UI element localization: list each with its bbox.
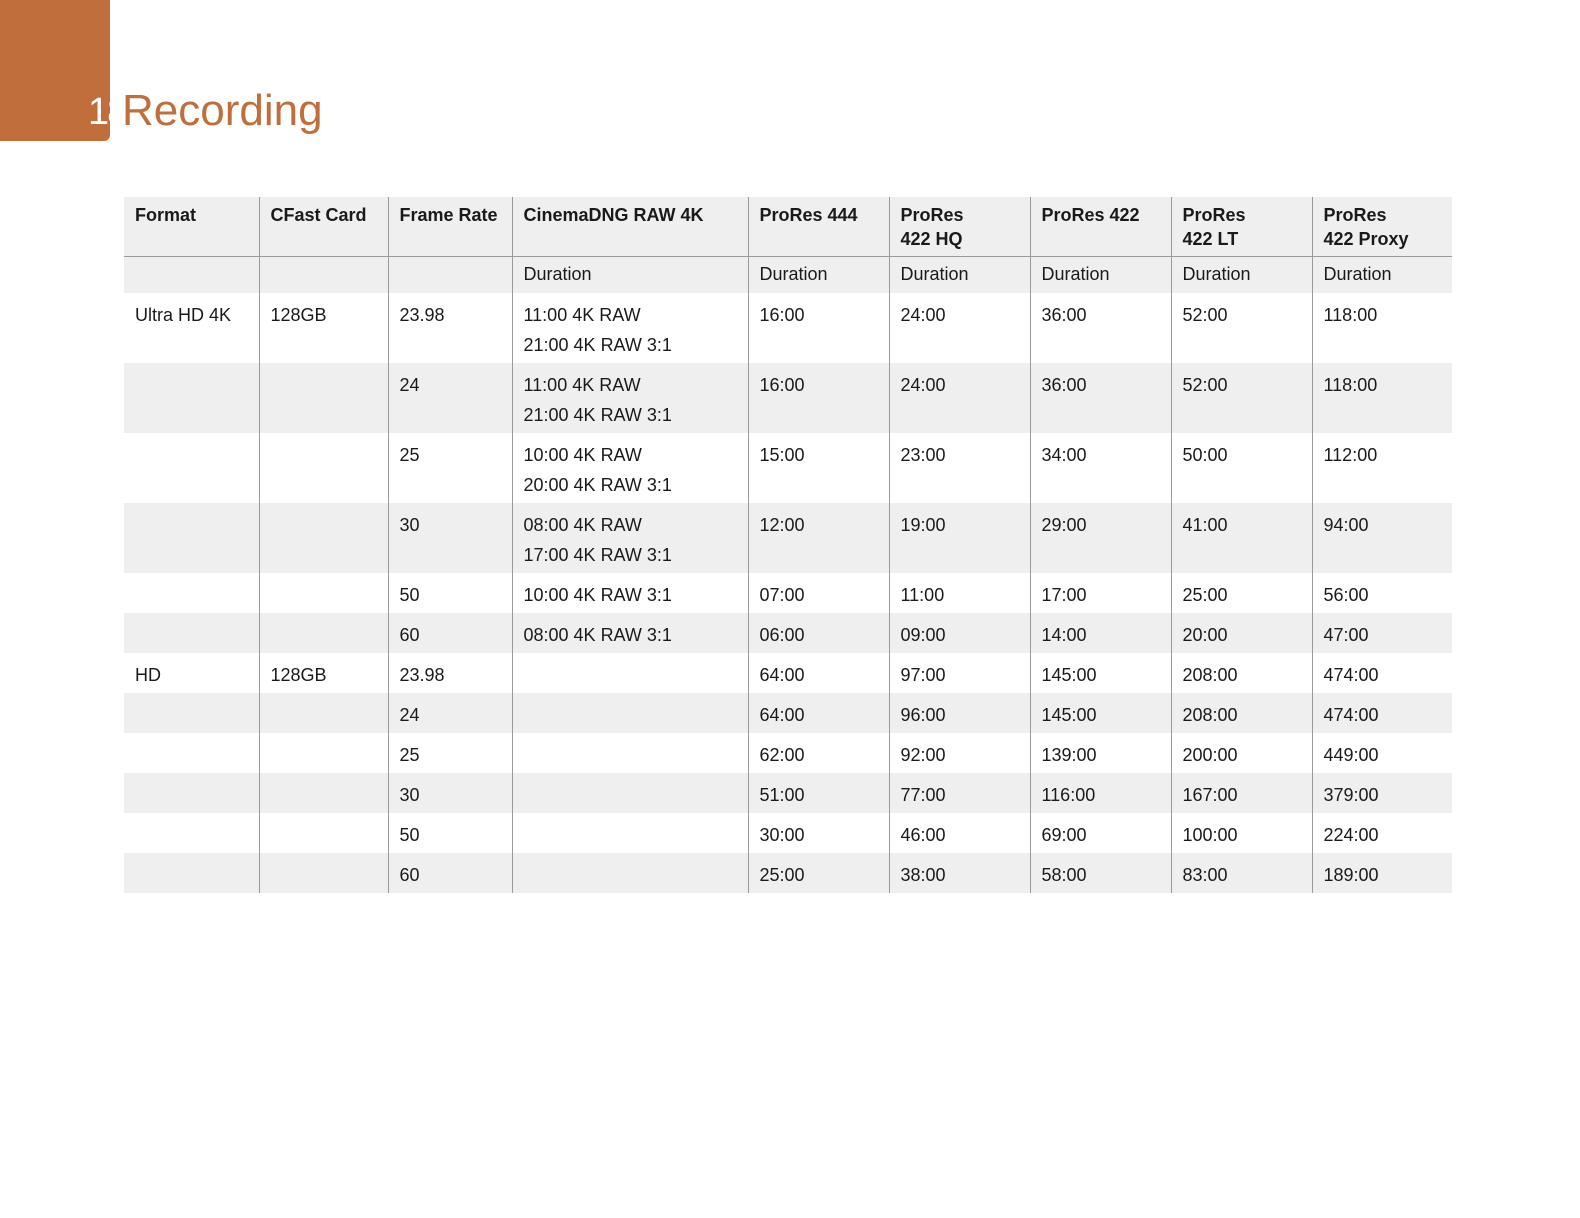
- prores-422proxy-cell: 94:00: [1312, 503, 1452, 573]
- cinemadng-raw-cell: [512, 573, 748, 613]
- prores-422proxy-cell: 118:00: [1312, 293, 1452, 363]
- frame-rate-cell: 23.98: [388, 653, 512, 693]
- table-row: [124, 693, 1452, 733]
- table-row: [124, 813, 1452, 853]
- subheader-cell: Duration: [1030, 257, 1171, 294]
- prores-444-cell: 25:00: [748, 853, 889, 893]
- table-row: [124, 653, 1452, 693]
- frame-rate-cell: 24: [388, 363, 512, 433]
- table-row: [124, 503, 1452, 573]
- column-header: [124, 197, 259, 257]
- prores-422hq-cell: 24:00: [889, 363, 1030, 433]
- column-header: [1171, 197, 1312, 257]
- cinemadng-raw-line: 20:00 4K RAW 3:1: [523, 475, 672, 495]
- frame-rate-cell: 25: [388, 733, 512, 773]
- prores-422proxy-cell: 118:00: [1312, 363, 1452, 433]
- prores-422lt-cell: 25:00: [1171, 573, 1312, 613]
- prores-444-cell: 16:00: [748, 363, 889, 433]
- column-header-label: 422 LT: [1182, 229, 1239, 249]
- prores-422proxy-cell: 189:00: [1312, 853, 1452, 893]
- cfast-card-cell: [259, 573, 388, 613]
- cinemadng-raw-line: 11:00 4K RAW: [523, 305, 641, 325]
- cinemadng-raw-cell: [512, 773, 748, 813]
- prores-444-cell: 16:00: [748, 293, 889, 363]
- format-cell: Ultra HD 4K: [135, 305, 232, 325]
- subheader-cell: Duration: [1312, 257, 1452, 294]
- cfast-card-cell: [259, 773, 388, 813]
- format-cell: [124, 503, 259, 573]
- frame-rate-cell: 30: [388, 503, 512, 573]
- prores-422lt-cell: 41:00: [1171, 503, 1312, 573]
- cinemadng-raw-line: 21:00 4K RAW 3:1: [523, 405, 672, 425]
- cfast-card-cell: [259, 433, 388, 503]
- prores-422-cell: 36:00: [1030, 363, 1171, 433]
- column-header-label: ProRes 444: [759, 205, 858, 225]
- frame-rate-cell: 23.98: [388, 293, 512, 363]
- prores-422hq-cell: 92:00: [889, 733, 1030, 773]
- cinemadng-raw-cell: [512, 503, 748, 573]
- cinemadng-raw-cell: [512, 363, 748, 433]
- cinemadng-raw-cell: [512, 293, 748, 363]
- column-header: [388, 197, 512, 257]
- prores-422lt-cell: 52:00: [1171, 363, 1312, 433]
- prores-422lt-cell: 83:00: [1171, 853, 1312, 893]
- subheader-cell: [124, 257, 259, 294]
- format-cell: [124, 733, 259, 773]
- subheader-cell: Duration: [889, 257, 1030, 294]
- prores-422hq-cell: 77:00: [889, 773, 1030, 813]
- prores-422lt-cell: 200:00: [1171, 733, 1312, 773]
- page-title: Recording: [122, 86, 323, 135]
- subheader-cell: Duration: [512, 257, 748, 294]
- prores-422lt-cell: 52:00: [1171, 293, 1312, 363]
- cinemadng-raw-line: 21:00 4K RAW 3:1: [523, 335, 672, 355]
- table-row: [124, 613, 1452, 653]
- prores-422hq-cell: 38:00: [889, 853, 1030, 893]
- prores-422hq-cell: 19:00: [889, 503, 1030, 573]
- prores-422hq-cell: 96:00: [889, 693, 1030, 733]
- recording-duration-table: [124, 197, 1452, 893]
- cinemadng-raw-cell: [512, 853, 748, 893]
- column-header: [512, 197, 748, 257]
- prores-422hq-cell: 24:00: [889, 293, 1030, 363]
- prores-422proxy-cell: 474:00: [1312, 693, 1452, 733]
- subheader-cell: [259, 257, 388, 294]
- column-header-label: CFast Card: [270, 205, 367, 225]
- cfast-card-cell: 128GB: [259, 293, 388, 363]
- table-row: [124, 293, 1452, 363]
- prores-422-cell: 58:00: [1030, 853, 1171, 893]
- prores-422-cell: 145:00: [1030, 693, 1171, 733]
- prores-422-cell: 14:00: [1030, 613, 1171, 653]
- table-row: [124, 853, 1452, 893]
- prores-422lt-cell: 167:00: [1171, 773, 1312, 813]
- prores-444-cell: 64:00: [748, 693, 889, 733]
- cinemadng-raw-cell: [512, 813, 748, 853]
- prores-422hq-cell: 46:00: [889, 813, 1030, 853]
- prores-444-cell: 64:00: [748, 653, 889, 693]
- table-subheader-row: [124, 257, 1452, 294]
- cinemadng-raw-cell: [512, 433, 748, 503]
- column-header-label: CinemaDNG RAW 4K: [523, 205, 704, 225]
- format-cell: [124, 573, 259, 613]
- cfast-card-cell: [259, 853, 388, 893]
- format-cell: [124, 363, 259, 433]
- cinemadng-raw-cell: [512, 693, 748, 733]
- column-header: [1030, 197, 1171, 257]
- table-row: [124, 773, 1452, 813]
- subheader-cell: Duration: [748, 257, 889, 294]
- frame-rate-cell: 24: [388, 693, 512, 733]
- column-header-label: ProRes 422: [1041, 205, 1140, 225]
- format-cell: [124, 813, 259, 853]
- prores-422hq-cell: 97:00: [889, 653, 1030, 693]
- cinemadng-raw-cell: [512, 653, 748, 693]
- prores-444-cell: 06:00: [748, 613, 889, 653]
- prores-422hq-cell: 09:00: [889, 613, 1030, 653]
- format-cell: [124, 693, 259, 733]
- subheader-cell: [388, 257, 512, 294]
- cinemadng-raw-line: 10:00 4K RAW: [523, 445, 642, 465]
- format-cell: [124, 613, 259, 653]
- prores-444-cell: 12:00: [748, 503, 889, 573]
- cinemadng-raw-cell: [512, 733, 748, 773]
- prores-422proxy-cell: 474:00: [1312, 653, 1452, 693]
- cfast-card-cell: [259, 813, 388, 853]
- frame-rate-cell: 25: [388, 433, 512, 503]
- column-header-label: 422 Proxy: [1323, 229, 1409, 249]
- prores-422lt-cell: 208:00: [1171, 653, 1312, 693]
- cinemadng-raw-line: 08:00 4K RAW: [523, 515, 642, 535]
- frame-rate-cell: 30: [388, 773, 512, 813]
- format-cell: [124, 773, 259, 813]
- cfast-card-cell: 128GB: [259, 653, 388, 693]
- table-body: [124, 293, 1452, 893]
- cinemadng-raw-cell: [512, 613, 748, 653]
- prores-422-cell: 116:00: [1030, 773, 1171, 813]
- prores-422lt-cell: 20:00: [1171, 613, 1312, 653]
- cfast-card-cell: [259, 733, 388, 773]
- cinemadng-raw-line: 10:00 4K RAW 3:1: [523, 585, 672, 605]
- column-header: [748, 197, 889, 257]
- prores-422-cell: 29:00: [1030, 503, 1171, 573]
- prores-444-cell: 07:00: [748, 573, 889, 613]
- prores-422lt-cell: 208:00: [1171, 693, 1312, 733]
- prores-422-cell: 17:00: [1030, 573, 1171, 613]
- prores-422-cell: 139:00: [1030, 733, 1171, 773]
- column-header: [259, 197, 388, 257]
- prores-444-cell: 30:00: [748, 813, 889, 853]
- table-row: [124, 363, 1452, 433]
- column-header-label: Frame Rate: [399, 205, 498, 225]
- column-header-label: Format: [135, 205, 197, 225]
- prores-444-cell: 51:00: [748, 773, 889, 813]
- prores-422proxy-cell: 224:00: [1312, 813, 1452, 853]
- cinemadng-raw-line: 08:00 4K RAW 3:1: [523, 625, 672, 645]
- prores-422lt-cell: 100:00: [1171, 813, 1312, 853]
- format-cell: HD: [135, 665, 161, 685]
- prores-422-cell: 36:00: [1030, 293, 1171, 363]
- page-number: 18: [88, 91, 127, 133]
- column-header: [1312, 197, 1452, 257]
- column-header-label: ProRes: [1323, 205, 1387, 225]
- column-header-label: ProRes: [1182, 205, 1246, 225]
- prores-422lt-cell: 50:00: [1171, 433, 1312, 503]
- prores-444-cell: 62:00: [748, 733, 889, 773]
- prores-422-cell: 34:00: [1030, 433, 1171, 503]
- cfast-card-cell: [259, 613, 388, 653]
- cinemadng-raw-line: 17:00 4K RAW 3:1: [523, 545, 672, 565]
- cfast-card-cell: [259, 693, 388, 733]
- table-row: [124, 573, 1452, 613]
- frame-rate-cell: 60: [388, 613, 512, 653]
- column-header-label: ProRes: [900, 205, 964, 225]
- prores-422hq-cell: 11:00: [889, 573, 1030, 613]
- column-header: [889, 197, 1030, 257]
- frame-rate-cell: 60: [388, 853, 512, 893]
- cfast-card-cell: [259, 503, 388, 573]
- cinemadng-raw-line: 11:00 4K RAW: [523, 375, 641, 395]
- frame-rate-cell: 50: [388, 573, 512, 613]
- prores-422proxy-cell: 47:00: [1312, 613, 1452, 653]
- cfast-card-cell: [259, 363, 388, 433]
- prores-422proxy-cell: 449:00: [1312, 733, 1452, 773]
- table-row: [124, 733, 1452, 773]
- prores-422-cell: 69:00: [1030, 813, 1171, 853]
- table-header-row: [124, 197, 1452, 257]
- prores-422hq-cell: 23:00: [889, 433, 1030, 503]
- frame-rate-cell: 50: [388, 813, 512, 853]
- table-row: [124, 433, 1452, 503]
- format-cell: [124, 433, 259, 503]
- subheader-cell: Duration: [1171, 257, 1312, 294]
- prores-422proxy-cell: 112:00: [1312, 433, 1452, 503]
- column-header-label: 422 HQ: [900, 229, 963, 249]
- prores-422proxy-cell: 379:00: [1312, 773, 1452, 813]
- prores-444-cell: 15:00: [748, 433, 889, 503]
- prores-422-cell: 145:00: [1030, 653, 1171, 693]
- prores-422proxy-cell: 56:00: [1312, 573, 1452, 613]
- format-cell: [124, 853, 259, 893]
